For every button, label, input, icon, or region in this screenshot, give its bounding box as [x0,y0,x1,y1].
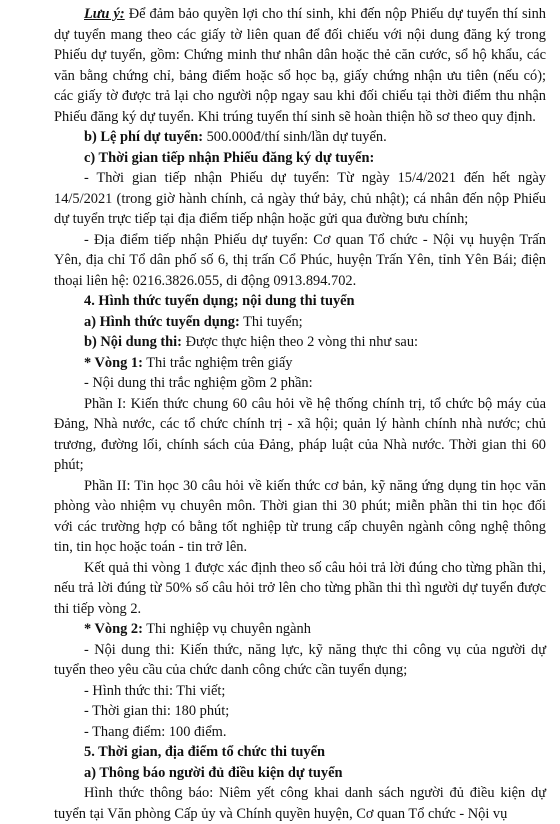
fee-label: b) Lệ phí dự tuyển: [84,129,203,145]
section-4-heading: 4. Hình thức tuyển dụng; nội dung thi tuyển [84,293,355,309]
note-label: Lưu ý: [84,6,125,22]
content-text: Được thực hiện theo 2 vòng thi như sau: [181,334,419,350]
round-1-paragraph [54,353,546,374]
content-label: b) Nội dung thi: [84,334,182,350]
round-2-score: - Thang điểm: 100 điểm. [84,723,227,740]
time-paragraph-1: - Thời gian tiếp nhận Phiếu dự tuyển: Từ ngày 15/4/2021 đến hết ngày 14/5/2021 (trong giờ hành chính, cả ngày thứ bảy, chủ nhật); cá nhân đến nộp Phiếu dự tuyển trực tiếp tại địa điểm tiếp nhận hoặc gửi qua đường bưu chính; [54,170,546,227]
result-paragraph: Kết quả thi vòng 1 được xác định theo số câu hỏi trả lời đúng cho từng phần thi, nếu trả lời đúng từ 50% số câu hỏi trở lên cho từng phần thi thì người dự tuyển được thi tiếp vòng 2. [54,559,546,617]
round-2-text: Thi nghiệp vụ chuyên ngành [142,621,311,637]
round-2-duration: - Thời gian thi: 180 phút; [84,703,230,719]
time-heading: c) Thời gian tiếp nhận Phiếu đăng ký dự tuyển: [84,149,375,166]
time-paragraph-2: - Địa điểm tiếp nhận Phiếu dự tuyển: Cơ quan Tổ chức - Nội vụ huyện Trấn Yên, địa chỉ Tổ dân phố số 6, thị trấn Cổ Phúc, huyện Trấn Yên, tỉnh Yên Bái; điện thoại liên hệ: 0216.3826.055, di động 0913.894.702. [54,231,546,289]
form-text: Thi tuyển; [239,313,303,330]
part-2-paragraph: Phần II: Tin học 30 câu hỏi về kiến thức cơ bản, kỹ năng ứng dụng tin học văn phòng vào nhiệm vụ chuyên môn. Thời gian thi 30 phút; miễn phần thi tin học đối với các trường hợp có bằng tốt nghiệp từ trung cấp chuyên ngành công nghệ thông tin, tin học hoặc toán - tin trở lên. [54,477,546,555]
form-paragraph [54,312,546,333]
notice-heading: a) Thông báo người đủ điều kiện dự tuyển [84,764,343,781]
note-paragraph [54,4,546,127]
round-2-content: - Nội dung thi: Kiến thức, năng lực, kỹ năng thực thi công vụ của người dự tuyển theo yêu cầu của chức danh công chức cần tuyển dụng; [54,641,546,678]
form-label: a) Hình thức tuyển dụng: [84,313,240,330]
content-paragraph [54,332,546,353]
section-5-heading: 5. Thời gian, địa điểm tổ chức thi tuyển [84,744,326,760]
note-text: Để đảm bảo quyền lợi cho thí sinh, khi đến nộp Phiếu dự tuyển thí sinh dự tuyển mang theo các giấy tờ liên quan để đối chiếu với nội dung đăng ký trong Phiếu dự tuyển, gồm: Chứng minh thư nhân dân hoặc thẻ căn cước, sổ hộ khẩu, các văn bằng chứng chỉ, bảng điểm hoặc sổ học bạ, giấy chứng nhận ưu tiên (nếu có); các giấy tờ được trả lại cho người nộp ngay sau khi đối chiếu tại thời điểm thu nhận Phiếu đăng ký dự tuyển. Khi trúng tuyển thí sinh sẽ hoàn thiện hồ sơ theo quy định. [54,6,546,125]
round-1-content: - Nội dung thi trắc nghiệm gồm 2 phần: [84,375,313,391]
round-2-format: - Hình thức thi: Thi viết; [84,682,226,699]
fee-paragraph [54,127,546,148]
round-2-label: * Vòng 2: [84,621,143,637]
round-1-text: Thi trắc nghiệm trên giấy [142,354,293,371]
round-2-paragraph [54,619,546,640]
fee-text: 500.000đ/thí sinh/lần dự tuyển. [203,129,387,145]
part-1-paragraph: Phần I: Kiến thức chung 60 câu hỏi về hệ thống chính trị, tổ chức bộ máy của Đảng, Nhà nước, các tổ chức chính trị - xã hội; quản lý hành chính nhà nước; chủ trương, đường lối, chính sách của Đảng, pháp luật của Nhà nước. Thời gian thi 60 phút; [54,395,546,473]
round-1-label: * Vòng 1: [84,354,143,371]
notice-paragraph: Hình thức thông báo: Niêm yết công khai danh sách người đủ điều kiện dự tuyển tại Văn phòng Cấp ủy và Chính quyền huyện, Cơ quan Tổ chức - Nội vụ [54,785,546,822]
